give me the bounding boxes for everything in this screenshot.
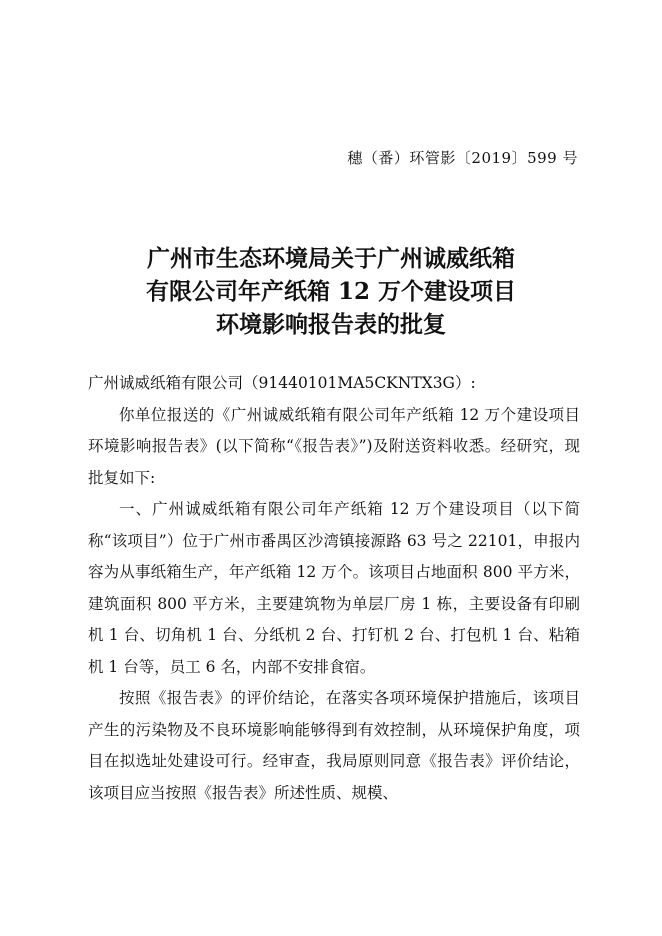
title-line-2: 有限公司年产纸箱 12 万个建设项目 — [145, 278, 517, 305]
title-line-3: 环境影响报告表的批复 — [216, 311, 446, 338]
document-body — [88, 368, 580, 809]
title-line-1: 广州市生态环境局关于广州诚威纸箱 — [147, 245, 515, 272]
paragraph-evaluation: 按照《报告表》的评价结论，在落实各项环境保护措施后，该项目产生的污染物及不良环境影响能够得到有效控制，从环境保护角度，项目在拟选址处建设可行。经审查，我局原则同意《报告表》评价结论，该项目应当按照《报告表》所述性质、规模、 — [88, 689, 580, 802]
document-title — [0, 242, 662, 341]
paragraph-intro: 你单位报送的《广州诚威纸箱有限公司年产纸箱 12 万个建设项目环境影响报告表》(以下简称“《报告表》”)及附送资料收悉。经研究，现批复如下: — [88, 405, 580, 487]
document-number: 穗（番）环管影〔2019〕599 号 — [347, 149, 578, 167]
addressee: 广州诚威纸箱有限公司（91440101MA5CKNTX3G）: — [88, 374, 476, 392]
paragraph-project-description: 一、广州诚威纸箱有限公司年产纸箱 12 万个建设项目（以下简称“该项目”）位于广州市番禺区沙湾镇接源路 63 号之 22101，申报内容为从事纸箱生产，年产纸箱 12 万个。该项目占地面积 800 平方米，建筑面积 800 平方米，主要建筑物为单层厂房 1 栋，主要设备有印刷机 1 台、切角机 1 台、分纸机 2 台、打钉机 2 台、打包机 1 台、粘箱机 1 台等，员工 6 名，内部不安排食宿。 — [88, 500, 580, 676]
